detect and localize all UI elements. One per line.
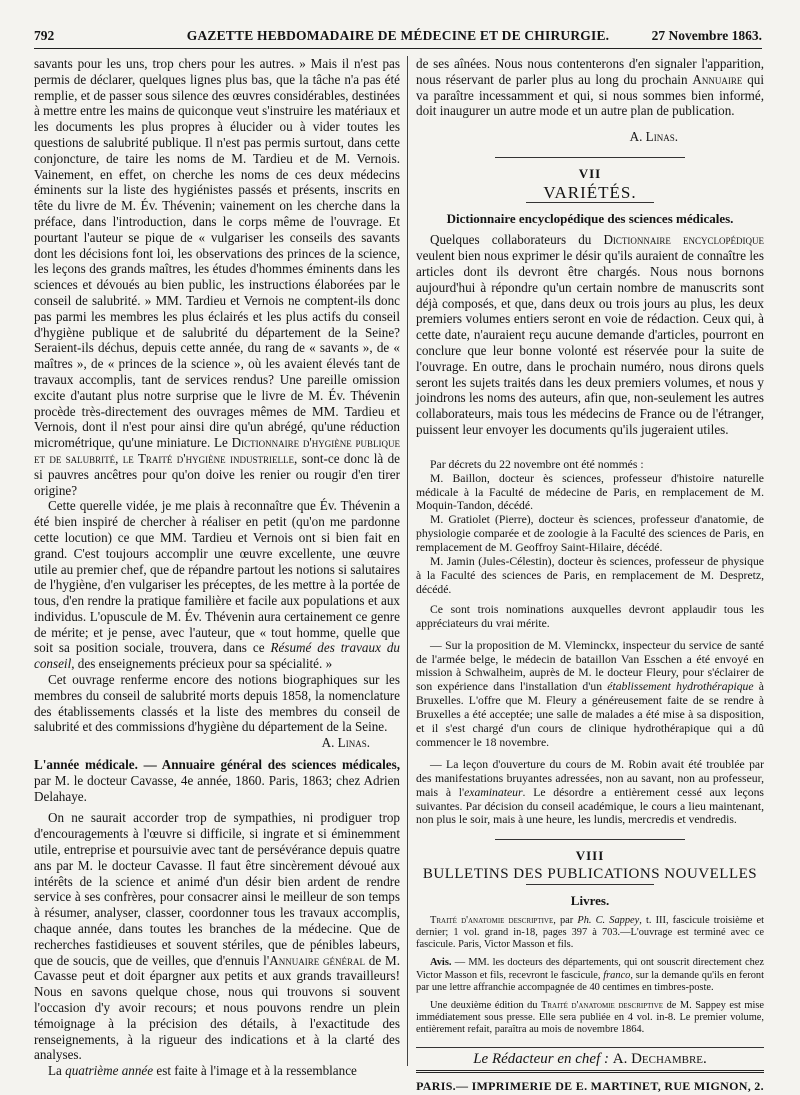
- paragraph: Ce sont trois nominations auxquelles devront applaudir tous les appréciateurs du vrai mérite.: [416, 602, 764, 630]
- paragraph: On ne saurait accorder trop de sympathies, ni prodiguer trop d'encouragements à l'œuvre si difficile, si ingrate et si éminemment utile, entreprise et poursuivie avec tant de persévérance depuis quatre ans par M. le docteur Cavasse. Il faut être sincèrement dévoué aux intérêts de la science et animé d'un désir bien ardent de rendre service à ses confrères, pour consacrer ainsi le meilleur de son temps à résumer, analyser, classer, coordonner tous les travaux accomplis, chaque année, dans toutes les branches de la médecine. Que de recherches fastidieuses et souvent stériles, que de pénibles labeurs, que de soucis, que de veilles, que d'ennuis l'Annuaire général de M. Cavasse peut et doit épargner aux petits et aux grands travailleurs! Nous en savons quelque chose, nous qui trouvons si souvent l'occasion d'y avoir recours; et nous pouvons rendre un plein témoignage à la précision des détails, à l'exactitude des renseignements, à la rigueur des indications et à la clarté des analyses.: [34, 810, 400, 1063]
- signature: A. Linas.: [629, 129, 678, 145]
- column-divider: [407, 56, 408, 1066]
- paragraph: M. Baillon, docteur ès sciences, professeur d'histoire naturelle médicale à la Faculté de médecine de Paris, en remplacement de M. Moquin-Tandon, décédé.: [416, 471, 764, 513]
- paragraph: Quelques collaborateurs du Dictionnaire encyclopédique veulent bien nous exprimer le désir qu'ils auraient de connaître les articles dont ils devront être chargés. Nous nous bornons aujourd'hui à répondre qu'un certain nombre de manuscrits sont déjà composés, et que, dans deux ou trois jours au plus, les deux premiers volumes entiers seront en voie de rédaction. Ceux qui, à cette date, n'auraient reçu aucune demande d'articles, pourront en conclure que leur bonne volonté est réservée pour la suite de l'ouvrage. En outre, dans le prochain numéro, nous dirons quels seront les sujets traités dans les deux premiers volumes, et nous y joindrons les noms des auteurs, afin que, non-seulement les autres collaborateurs, mais tous les médecins de France ou de l'étranger, puissent leur envoyer les documents qu'ils jugeraient utiles.: [416, 232, 764, 437]
- issue-date: 27 Novembre 1863.: [651, 28, 762, 43]
- section-rule: [495, 157, 685, 158]
- paragraph: M. Gratiolet (Pierre), docteur ès sciences, professeur d'anatomie, de physiologie comparée et de zoologie à la Faculté des sciences de Paris, en remplacement de M. Geoffroy Saint-Hilaire, décédé.: [416, 513, 764, 555]
- section-title-rule: [526, 884, 654, 885]
- printer-imprint: PARIS.— IMPRIMERIE DE E. MARTINET, RUE MIGNON, 2.: [416, 1079, 764, 1094]
- section-title: VARIÉTÉS.: [543, 182, 637, 202]
- paragraph: Une deuxième édition du Traité d'anatomie descriptive de M. Sappey est mise immédiatement sous presse. Elle sera publiée en 4 vol. in-8. Le premier volume, entièrement refait, paraîtra au mois de novembre 1864.: [416, 1000, 765, 1036]
- page-header: [34, 28, 762, 46]
- section-subtitle: Dictionnaire encyclopédique des sciences médicales.: [446, 210, 734, 226]
- decrees-block: [416, 458, 764, 828]
- paragraph: La quatrième année est faite à l'image et à la ressemblance: [48, 1063, 357, 1079]
- paragraph: — La leçon d'ouverture du cours de M. Robin avait été troublée par des manifestations bruyantes adressées, non au savant, non au professeur, mais à l'examinateur. Le désordre a entièrement cessé aux leçons suivantes. Par décision du conseil académique, le cours a lieu maintenant, non plus le soir, mais à une heure, les lundis, mercredis et vendredis.: [416, 757, 764, 827]
- imprint-rule: [416, 1070, 764, 1073]
- page-number: 792: [34, 28, 55, 43]
- header-rule: [34, 48, 762, 49]
- paragraph: Traité d'anatomie descriptive, par Ph. C. Sappey, t. III, fascicule troisième et dernier; 1 vol. grand in-18, pages 397 à 703.—L'ouvrage est terminé avec ce fascicule. Paris, Victor Masson et fils.: [416, 914, 764, 951]
- section-title: BULLETINS DES PUBLICATIONS NOUVELLES: [422, 866, 758, 883]
- editor-line: Le Rédacteur en chef : A. Dechambre.: [473, 1050, 707, 1067]
- paragraph: de ses aînées. Nous nous contenterons d'en signaler l'apparition, nous réservant de parler plus au long du prochain Annuaire qui va paraître incessamment et qui, si nous sommes bien informé, doit inaugurer un autre mode et un autre plan de publication.: [416, 56, 764, 119]
- section-subtitle: Livres.: [570, 892, 610, 908]
- review-heading: L'année médicale. — Annuaire général des sciences médicales, par M. le docteur Cavasse, 4e année, 1860. Paris, 1863; chez Adrien Delahaye.: [34, 757, 400, 804]
- section-rule: [495, 839, 685, 840]
- paragraph: Par décrets du 22 novembre ont été nommés :: [430, 457, 644, 471]
- section-number: VII: [578, 165, 602, 181]
- left-column: [34, 56, 400, 1079]
- paragraph: Cette querelle vidée, je me plais à reconnaître que Év. Thévenin a été bien inspiré de chercher à réaliser en petit (qu'on me pardonne cette locution) ce que MM. Tardieu et Vernois ont si bien fait en grand. C'est toujours accomplir une œuvre excellente, une œuvre utile au premier chef, que de répandre partout les notions si salutaires de l'hygiène, d'en vulgariser les préceptes, de les mettre à la portée de tous, d'en rendre la pratique familière et facile aux populations et aux individus. L'opuscule de M. Év. Thévenin aura certainement ce genre de mérite; et je pense, avec l'auteur, que « tout homme, quelle que soit sa position sociale, trouvera, dans ce Résumé des travaux du conseil, des enseignements précieux pour sa spécialité. »: [34, 498, 400, 672]
- paragraph: Cet ouvrage renferme encore des notions biographiques sur les membres du conseil de salubrité morts depuis 1858, la nomenclature des établissements classés et la liste des membres du conseil de salubrité et des commissions d'hygiène du département de la Seine.: [34, 672, 400, 735]
- footer-rule: [416, 1047, 764, 1048]
- journal-title: GAZETTE HEBDOMADAIRE DE MÉDECINE ET DE CHIRURGIE.: [186, 28, 610, 43]
- right-column: [416, 56, 764, 1095]
- publications-block: [416, 915, 764, 1037]
- paragraph: Avis. — MM. les docteurs des départements, qui ont souscrit directement chez Victor Masson et fils, recevront le fascicule, franco, sur la demande qu'ils en feront par une lettre affranchie accompagnée de 40 centimes en timbres-poste.: [416, 957, 764, 993]
- paragraph: — Sur la proposition de M. Vleminckx, inspecteur du service de santé de l'armée belge, le médecin de bataillon Van Esschen a été envoyé en mission à Schwalheim, auprès de M. le docteur Fleury, pour s'éclairer de son expérience dans l'installation d'un établissement hydrothérapique à Bruxelles. L'offre que M. Fleury a généreusement faite de se rendre à Bruxelles a été acceptée; une salle de malades a été mise à sa disposition, et il s'est chargé d'un cours de clinique hydrothérapique qui a dû commencer le 18 novembre.: [416, 638, 764, 749]
- paragraph: M. Jamin (Jules-Célestin), docteur ès sciences, professeur de physique à la Faculté des sciences de Paris, en remplacement de M. Despretz, décédé.: [416, 555, 764, 596]
- signature: A. Linas.: [321, 735, 370, 751]
- paragraph: savants pour les uns, trop chers pour les autres. » Mais il n'est pas permis de déclarer, quelques lignes plus bas, que la tâche n'a pas été remplie, et de passer sous silence des œuvres considérables, destinées à mettre entre les mains de quiconque veut s'instruire les matériaux et les documents les plus propres à élucider ou à vider toutes les questions de salubrité publique. Il n'est pas permis surtout, dans cette conjoncture, de taire les noms de M. Tardieu et de M. Vernois. Vainement, en effet, on cherche les noms de ces deux médecins éminents sur la liste des hygiénistes passés et présents, inscrits en tête du livre de M. Év. Thévenin; vainement on les cherche dans la préface, dans l'introduction, dans le corps même de l'ouvrage. Et pourtant l'auteur se pique de « vulgariser les conseils des savants dont les décisions font loi, les observations des princes de la science, les leçons des grands maîtres, les études d'hommes éminents dans les sciences et dévoués au bien public, les instructions élaborées par le conseil de salubrité. » MM. Tardieu et Vernois ne comptent-ils donc pas parmi les membres les plus éclairés et les plus actifs du conseil d'hygiène publique et de salubrité du département de la Seine? Seraient-ils déchus, depuis cette année, du rang de « savants », de « maîtres », de « princes de la science », où les avaient élevés tant de travaux accomplis, tant de services rendus? Une pareille omission excite d'autant plus notre surprise que le livre de M. Év. Thévenin procède très-directement des ouvrages mêmes de MM. Tardieu et Vernois, dont il n'est pour ainsi dire qu'un abrégé, qu'une réduction micrométrique, qu'une miniature. Le Dictionnaire d'hygiène publique et de salubrité, le Traité d'hygiène industrielle, sont-ce donc là de si pauvres ancêtres pour qu'on doive les renier ou rougir d'en tirer origine?: [34, 56, 401, 498]
- section-number: VIII: [575, 848, 605, 864]
